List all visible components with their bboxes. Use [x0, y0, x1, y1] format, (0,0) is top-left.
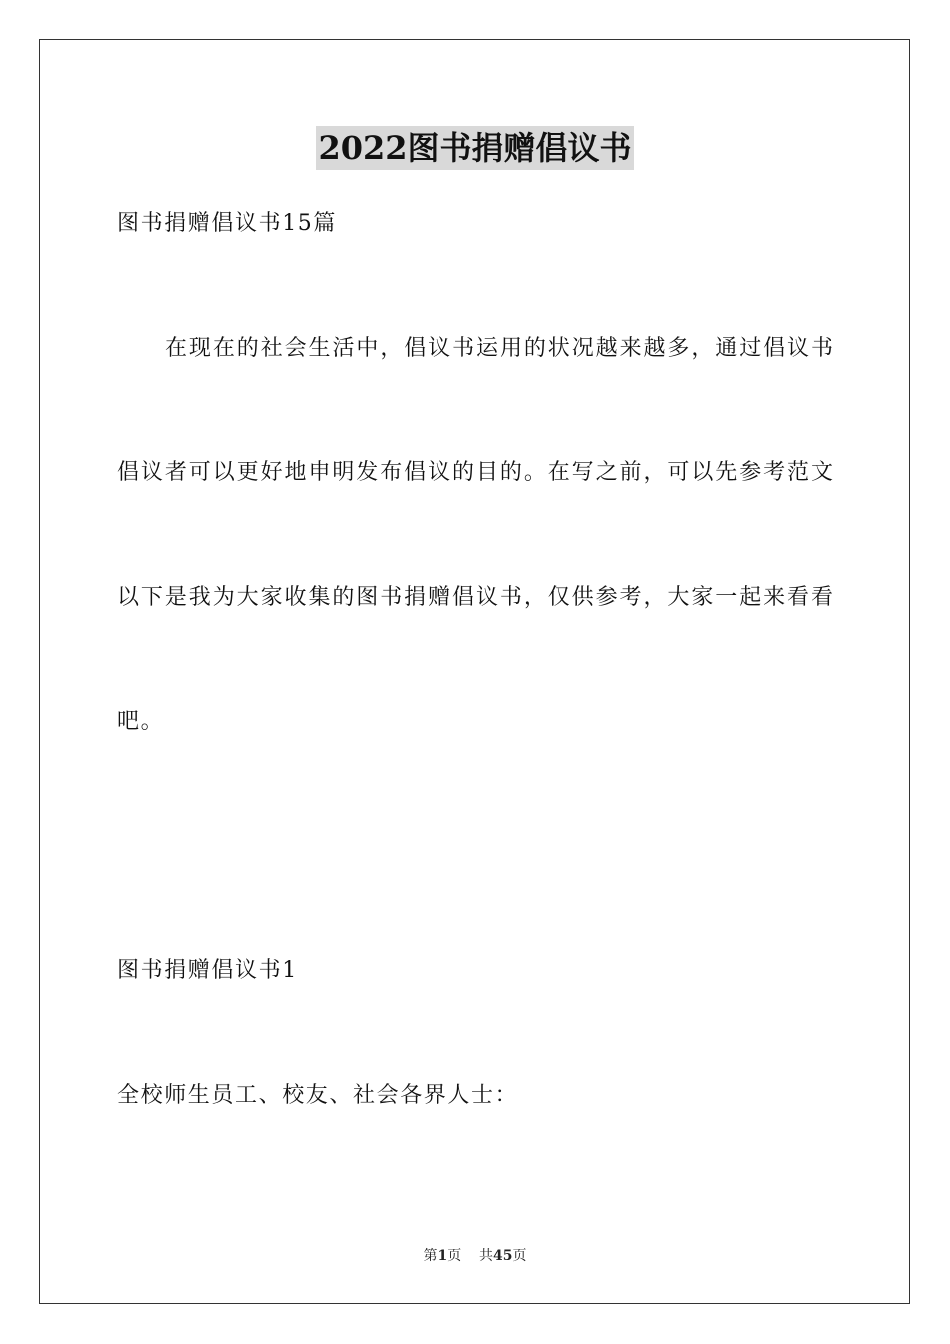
intro-line-3: 以下是我为大家收集的图书捐赠倡议书，仅供参考，大家一起来看看 — [117, 585, 833, 610]
footer-page-prefix: 第 — [423, 1248, 438, 1264]
title-container — [0, 126, 950, 170]
footer-total-prefix: 共 — [479, 1248, 494, 1264]
document-subtitle: 图书捐赠倡议书15篇 — [117, 211, 337, 236]
intro-line-1: 在现在的社会生活中，倡议书运用的状况越来越多，通过倡议书 — [165, 336, 833, 361]
intro-line-2: 倡议者可以更好地申明发布倡议的目的。在写之前，可以先参考范文 — [117, 460, 833, 485]
page-footer — [0, 1246, 950, 1266]
footer-total-pages: 45 — [493, 1248, 513, 1264]
footer-total-suffix: 页 — [512, 1248, 527, 1264]
section-heading: 图书捐赠倡议书1 — [117, 958, 298, 983]
intro-line-4: 吧。 — [117, 709, 165, 734]
document-title: 2022图书捐赠倡议书 — [316, 126, 633, 170]
footer-page-number: 1 — [437, 1248, 448, 1264]
salutation: 全校师生员工、校友、社会各界人士： — [117, 1083, 519, 1108]
footer-page-suffix: 页 — [447, 1248, 462, 1264]
